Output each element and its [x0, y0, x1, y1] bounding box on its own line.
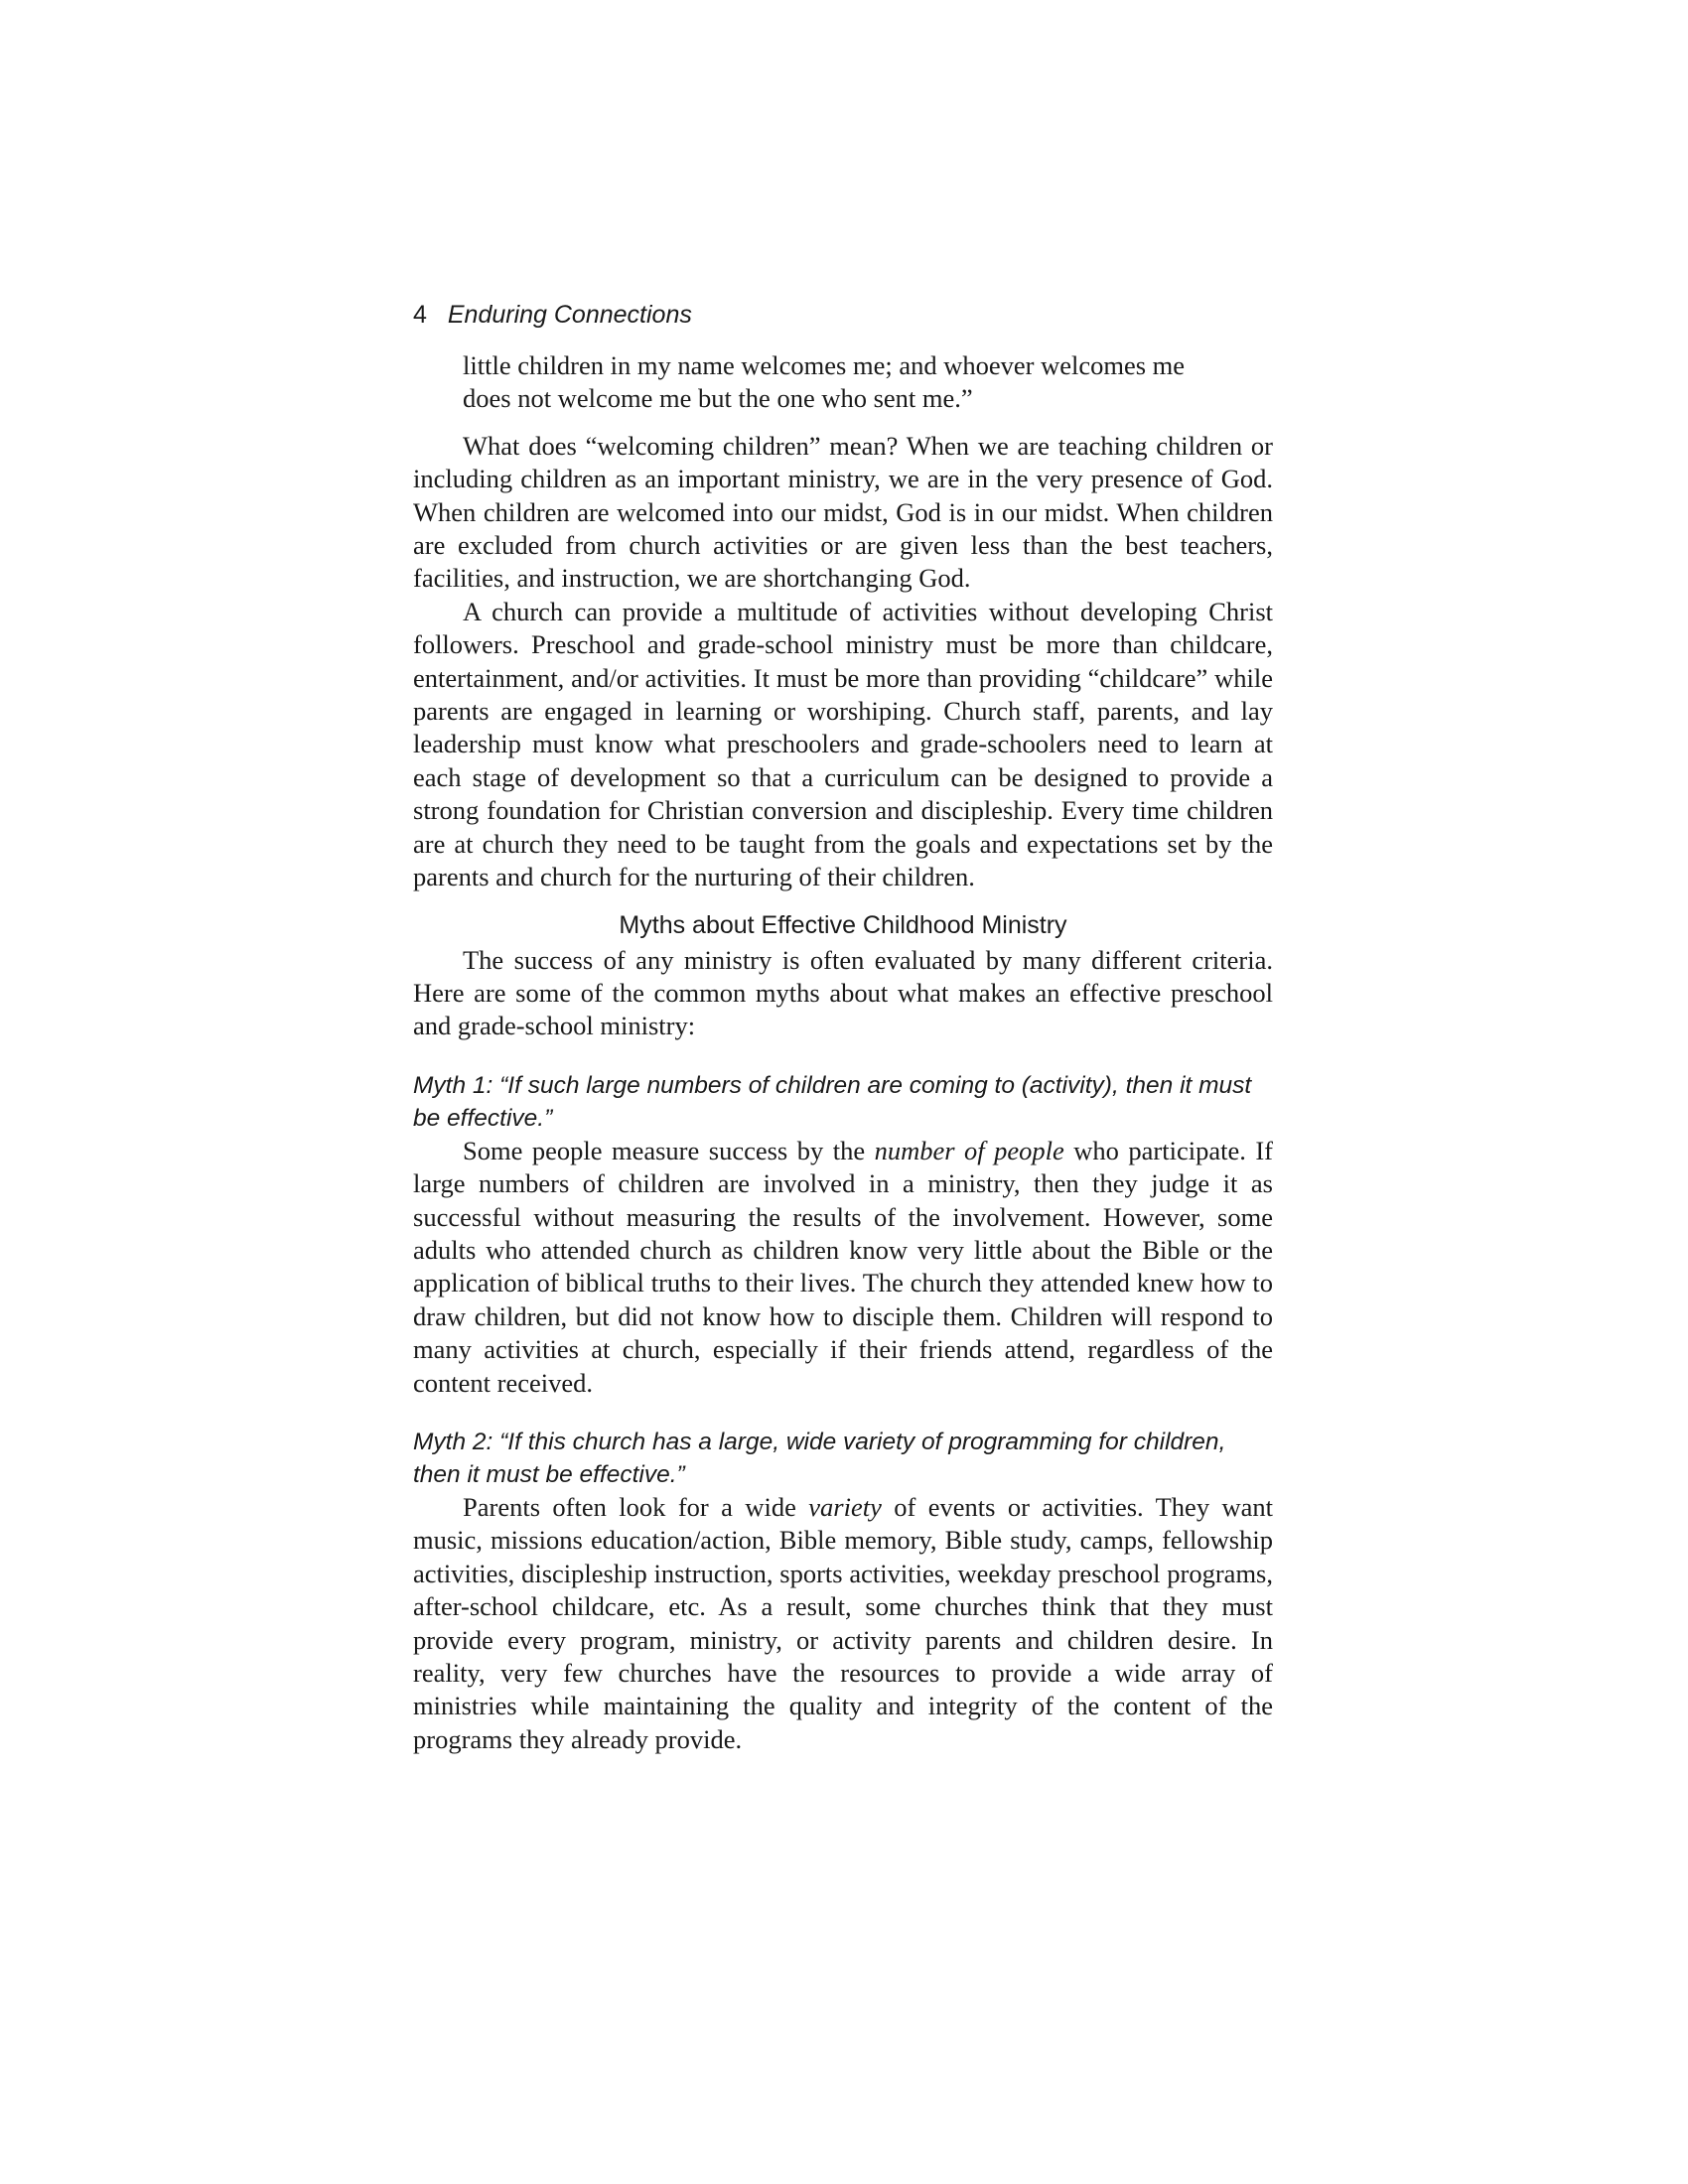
quote-continuation: little children in my name welcomes me; and whoever welcomes me does not welcome me but the one who sent me.” [463, 350, 1186, 414]
block-quote [463, 349, 1225, 416]
paragraph-section-intro: The success of any ministry is often evaluated by many different criteria. Here are some of the common myths about what makes an effective preschool and grade-school ministry: [413, 944, 1273, 1041]
book-title: Enduring Connections [447, 301, 692, 329]
myth-1-heading: Myth 1: “If such large numbers of children are coming to (activity), then it must be effective.” [413, 1071, 1252, 1132]
paragraph-welcoming: What does “welcoming children” mean? When we are teaching children or including children as an important ministry, we are in the very presence of God. When children are welcomed into our midst, God is in our midst. When children are excluded from church activities or are given less than the best teachers, facilities, and instruction, we are shortchanging God. [413, 430, 1273, 594]
book-page [413, 298, 1273, 1756]
page-number: 4 [413, 301, 427, 329]
myth-2-heading: Myth 2: “If this church has a large, wide variety of programming for children, then it must be effective.” [413, 1428, 1226, 1488]
myth-2-text-before: Parents often look for a wide [463, 1491, 809, 1522]
section-heading: Myths about Effective Childhood Ministry [619, 910, 1067, 939]
paragraph-myth-1 [413, 1135, 1273, 1400]
myth-2-emphasis: variety [808, 1491, 882, 1522]
running-header [413, 298, 1273, 332]
body-text [413, 349, 1273, 1756]
myth-2-text-after: of events or activities. They want music, missions education/action, Bible memory, Bible study, camps, fellowship activities, discipleship instruction, sports activities, weekday preschool programs, after-school childcare, etc. As a result, some churches think that they must provide every program, ministry, or activity parents and children desire. In reality, very few churches have the resources to provide a wide array of ministries while maintaining the quality and integrity of the content of the programs they already provide. [413, 1491, 1274, 1754]
myth-1-emphasis: number of people [874, 1135, 1064, 1165]
myth-1-text-before: Some people measure success by the [463, 1135, 875, 1165]
paragraph-activities: A church can provide a multitude of activities without developing Christ followers. Preschool and grade-school ministry must be more than childcare, entertainment, and/or activities. It must be more than providing “childcare” while parents are engaged in learning or worshiping. Church staff, parents, and lay leadership must know what preschoolers and grade-schoolers need to learn at each stage of development so that a curriculum can be designed to provide a strong foundation for Christian conversion and discipleship. Every time children are at church they need to be taught from the goals and expectations set by the parents and church for the nurturing of their children. [413, 596, 1273, 892]
myth-1-text-after: who participate. If large numbers of children are involved in a ministry, then they judge it as successful without measuring the results of the involvement. However, some adults who attended church as children know very little about the Bible or the application of biblical truths to their lives. The church they attended knew how to draw children, but did not know how to disciple them. Children will respond to many activities at church, especially if their friends attend, regardless of the content received. [413, 1135, 1273, 1398]
paragraph-myth-2 [413, 1491, 1273, 1756]
